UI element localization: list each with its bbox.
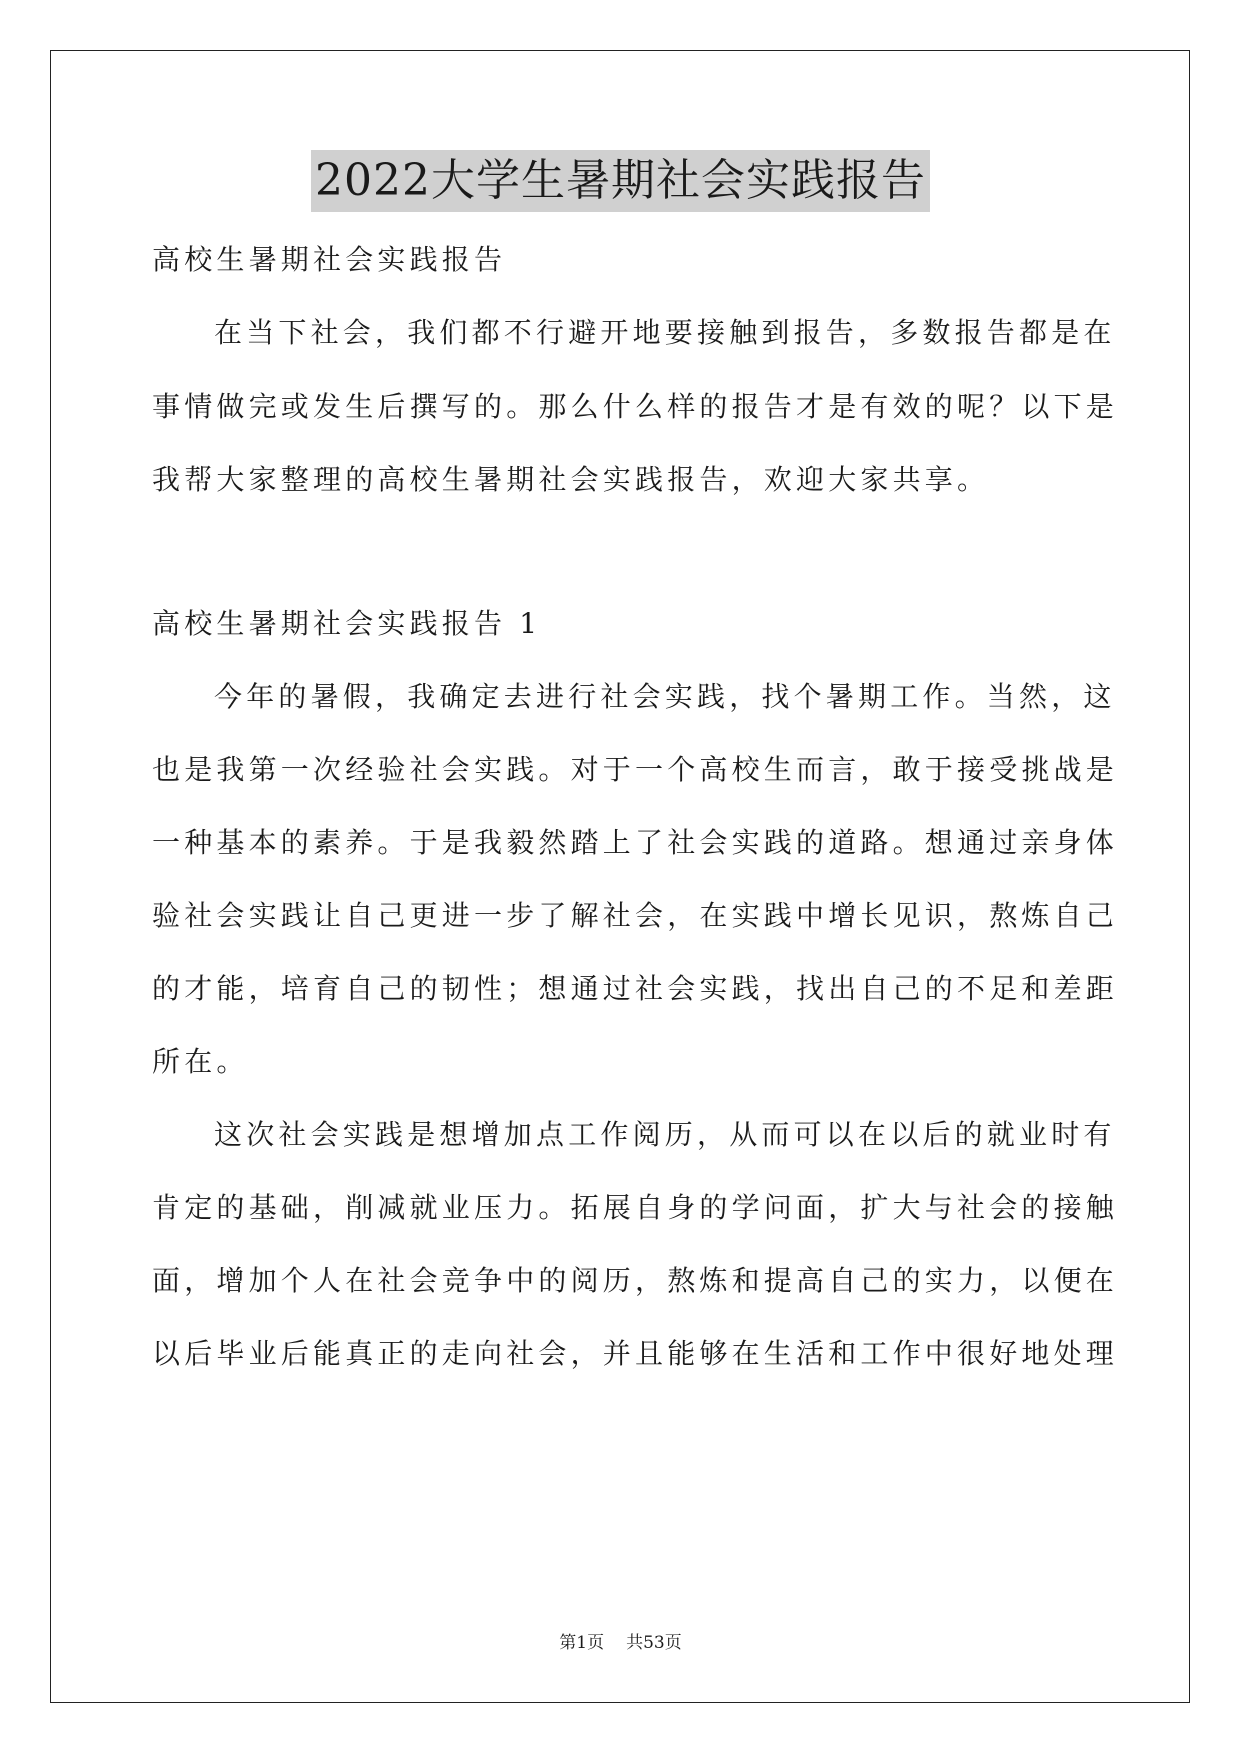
document-title: 2022大学生暑期社会实践报告 xyxy=(311,150,930,212)
paragraph-line: 今年的暑假，我确定去进行社会实践，找个暑期工作。当然，这 xyxy=(214,680,1116,713)
paragraph-line: 在当下社会，我们都不行避开地要接触到报告，多数报告都是在 xyxy=(214,316,1116,349)
page-number: 第1页 xyxy=(559,1633,605,1653)
paragraph-line: 我帮大家整理的高校生暑期社会实践报告，欢迎大家共享。 xyxy=(152,463,990,496)
section-heading: 高校生暑期社会实践报告 1 xyxy=(152,607,542,640)
page-footer xyxy=(0,1628,1241,1653)
title-container xyxy=(0,150,1241,212)
paragraph-line: 一种基本的素养。于是我毅然踏上了社会实践的道路。想通过亲身体 xyxy=(152,826,1119,859)
paragraph-line: 面，增加个人在社会竞争中的阅历，熬炼和提高自己的实力，以便在 xyxy=(152,1264,1119,1297)
page-border xyxy=(50,50,1190,1703)
paragraph-line: 肯定的基础，削减就业压力。拓展自身的学问面，扩大与社会的接触 xyxy=(152,1191,1119,1224)
paragraph-line: 以后毕业后能真正的走向社会，并且能够在生活和工作中很好地处理 xyxy=(152,1337,1119,1370)
paragraph-line: 事情做完或发生后撰写的。那么什么样的报告才是有效的呢？以下是 xyxy=(152,390,1119,423)
paragraph-line: 所在。 xyxy=(152,1045,249,1078)
subtitle: 高校生暑期社会实践报告 xyxy=(152,243,507,276)
paragraph-line: 的才能，培育自己的韧性；想通过社会实践，找出自己的不足和差距 xyxy=(152,972,1119,1005)
paragraph-line: 也是我第一次经验社会实践。对于一个高校生而言，敢于接受挑战是 xyxy=(152,753,1119,786)
page-total: 共53页 xyxy=(626,1633,682,1653)
paragraph-line: 验社会实践让自己更进一步了解社会，在实践中增长见识，熬炼自己 xyxy=(152,899,1119,932)
paragraph-line: 这次社会实践是想增加点工作阅历，从而可以在以后的就业时有 xyxy=(214,1118,1116,1151)
